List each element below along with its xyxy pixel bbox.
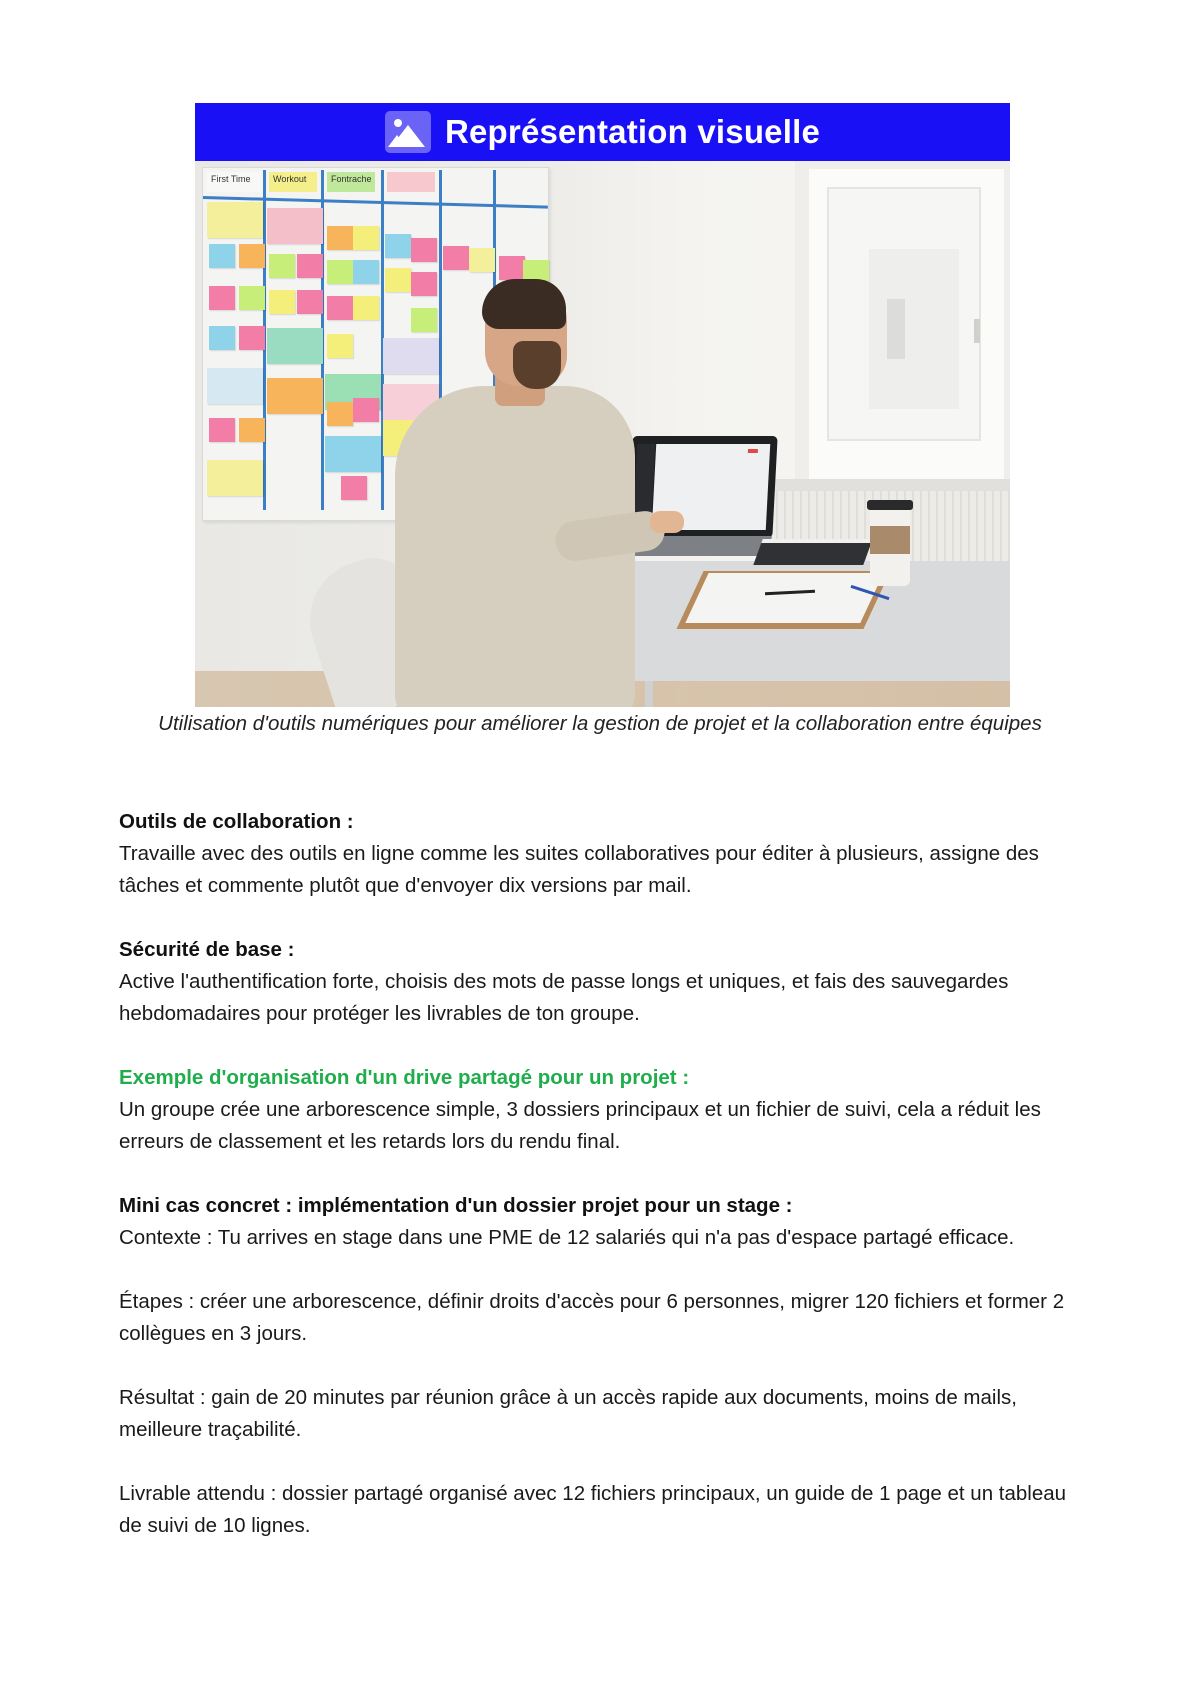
section-mini-case [119,1190,1079,1542]
planner [676,571,890,629]
window [795,161,1010,481]
board-column-label: Workout [269,172,317,192]
section-heading: Exemple d'organisation d'un drive partagé pour un projet : [119,1066,690,1089]
section-paragraph: Un groupe crée une arborescence simple, 3 dossiers principaux et un fichier de suivi, cela a réduit les erreurs de classement et les retards lors du rendu final. [119,1098,1041,1153]
banner-title: Représentation visuelle [444,113,821,150]
section-shared-drive-example [119,1062,1079,1158]
notebooks [753,539,872,565]
section-heading: Sécurité de base : [119,938,295,961]
illustration-photo [195,161,1010,707]
section-heading: Outils de collaboration : [119,810,354,833]
coffee-cup [870,506,910,586]
section-collaboration-tools [119,806,1079,902]
board-column-label: First Time [207,172,261,192]
section-banner [195,103,1010,161]
content [119,806,1079,1574]
case-result: Résultat : gain de 20 minutes par réunion grâce à un accès rapide aux documents, moins de mails, meilleure traçabilité. [119,1386,1017,1441]
figure-caption: Utilisation d'outils numériques pour améliorer la gestion de projet et la collaboration entre équipes [158,712,1042,735]
board-column-label: Fontrache [327,172,375,192]
case-steps: Étapes : créer une arborescence, définir droits d'accès pour 6 personnes, migrer 120 fichiers et former 2 collègues en 3 jours. [119,1290,1065,1345]
section-heading: Mini cas concret : implémentation d'un dossier projet pour un stage : [119,1194,793,1217]
section-paragraph: Travaille avec des outils en ligne comme les suites collaboratives pour éditer à plusieurs, assigne des tâches et commente plutôt que d'envoyer dix versions par mail. [119,842,1039,897]
case-context: Contexte : Tu arrives en stage dans une PME de 12 salariés qui n'a pas d'espace partagé efficace. [119,1226,1015,1249]
board-column-label [387,172,435,192]
section-paragraph: Active l'authentification forte, choisis des mots de passe longs et uniques, et fais des sauvegardes hebdomadaires pour protéger les livrables de ton groupe. [119,970,1009,1025]
section-basic-security [119,934,1079,1030]
image-icon [385,111,431,153]
case-deliverable: Livrable attendu : dossier partagé organisé avec 12 fichiers principaux, un guide de 1 page et un tableau de suivi de 10 lignes. [119,1482,1067,1537]
